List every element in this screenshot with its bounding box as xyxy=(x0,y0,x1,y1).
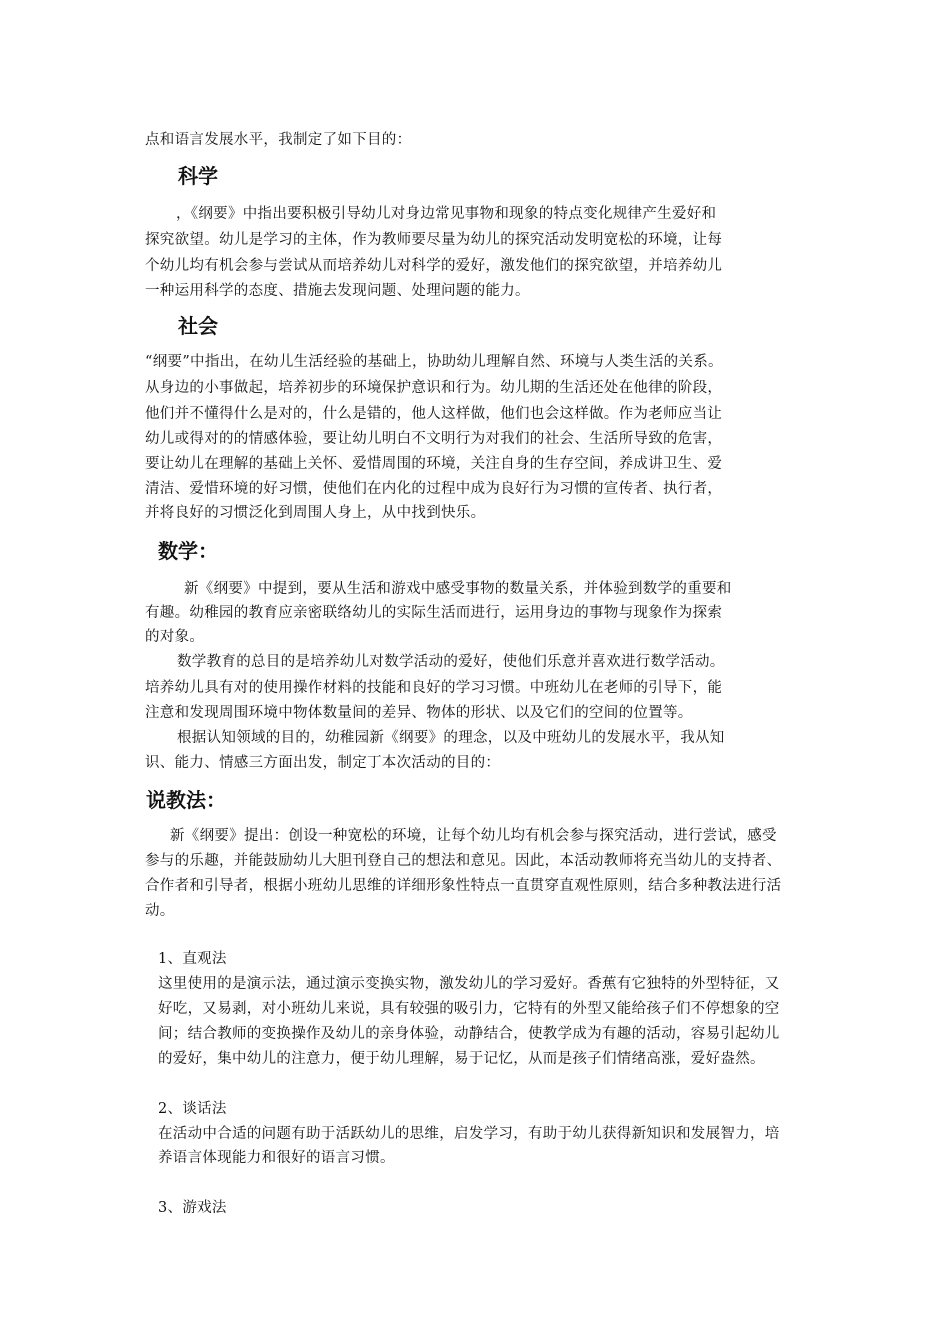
society-line: 并将良好的习惯泛化到周围人身上，从中找到快乐。 xyxy=(145,505,486,521)
math-line: 识、能力、情感三方面出发，制定丁本次活动的目的： xyxy=(145,755,501,771)
method-line: 新《纲要》提出：创设一种宽松的环境，让每个幼儿均有机会参与探究活动，进行尝试，感受 xyxy=(170,828,777,844)
science-line: 一种运用科学的态度、措施去发现问题、处理问题的能力。 xyxy=(145,283,530,299)
math-line: 有趣。幼稚园的教育应亲密联络幼儿的实际生活而进行，运用身边的事物与现象作为探索 xyxy=(145,605,723,621)
intro-line: 点和语言发展水平，我制定了如下目的： xyxy=(145,132,412,148)
method-item-line: 在活动中合适的问题有助于活跃幼儿的思维，启发学习，有助于幼儿获得新知识和发展智力，培 xyxy=(158,1126,780,1142)
society-line: 清洁、爱惜环境的好习惯，使他们在内化的过程中成为良好行为习惯的宣传者、执行者， xyxy=(145,481,723,497)
method-item-line: 的爱好，集中幼儿的注意力，便于幼儿理解，易于记忆，从而是孩子们情绪高涨，爱好盎然。 xyxy=(158,1051,765,1067)
method-heading: 说教法： xyxy=(146,788,226,812)
society-line: 幼儿或得对的的情感体验，要让幼儿明白不文明行为对我们的社会、生活所导致的危害， xyxy=(145,431,723,447)
method-item-line: 养语言体现能力和很好的语言习惯。 xyxy=(158,1150,395,1166)
math-line: 数学教育的总目的是培养幼儿对数学活动的爱好，使他们乐意并喜欢进行数学活动。 xyxy=(177,654,725,670)
society-line: 要让幼儿在理解的基础上关怀、爱惜周围的环境，关注自身的生存空间，养成讲卫生、爱 xyxy=(145,456,723,472)
math-line: 注意和发现周围环境中物体数量间的差异、物体的形状、以及它们的空间的位置等。 xyxy=(145,705,693,721)
math-line: 的对象。 xyxy=(145,629,205,645)
method-item-title: 2、谈话法 xyxy=(158,1101,227,1117)
science-line: 探究欲望。幼儿是学习的主体，作为教师要尽量为幼儿的探究活动发明宽松的环境，让每 xyxy=(145,232,723,248)
method-item-title: 1、直观法 xyxy=(158,951,227,967)
method-item-line: 这里使用的是演示法，通过演示变换实物，激发幼儿的学习爱好。香蕉有它独特的外型特征，又 xyxy=(158,976,780,992)
society-line: 他们并不懂得什么是对的，什么是错的，他人这样做，他们也会这样做。作为老师应当让 xyxy=(145,406,723,422)
method-line: 参与的乐趣，并能鼓励幼儿大胆刊登自己的想法和意见。因此，本活动教师将充当幼儿的支持者、 xyxy=(145,853,782,869)
science-heading: 科学 xyxy=(178,164,218,188)
science-line: ，《纲要》中指出要积极引导幼儿对身边常见事物和现象的特点变化规律产生爱好和 xyxy=(176,206,717,222)
society-heading: 社会 xyxy=(178,314,218,338)
math-heading: 数学： xyxy=(158,539,218,563)
method-item-line: 间；结合教师的变换操作及幼儿的亲身体验，动静结合，使教学成为有趣的活动，容易引起幼儿 xyxy=(158,1026,780,1042)
method-item-title: 3、游戏法 xyxy=(158,1200,227,1216)
society-line: 从身边的小事做起，培养初步的环境保护意识和行为。幼儿期的生活还处在他律的阶段， xyxy=(145,380,723,396)
method-item-line: 好吃，又易剥，对小班幼儿来说，具有较强的吸引力，它特有的外型又能给孩子们不停想象的空 xyxy=(158,1001,780,1017)
society-line: “纲要”中指出，在幼儿生活经验的基础上，协助幼儿理解自然、环境与人类生活的关系。 xyxy=(145,354,723,370)
math-line: 新《纲要》中提到，要从生活和游戏中感受事物的数量关系，并体验到数学的重要和 xyxy=(184,581,732,597)
math-line: 培养幼儿具有对的使用操作材料的技能和良好的学习习惯。中班幼儿在老师的引导下，能 xyxy=(145,680,723,696)
science-line: 个幼儿均有机会参与尝试从而培养幼儿对科学的爱好，激发他们的探究欲望，并培养幼儿 xyxy=(145,258,723,274)
method-line: 合作者和引导者，根据小班幼儿思维的详细形象性特点一直贯穿直观性原则，结合多种教法进行活 xyxy=(145,878,782,894)
math-line: 根据认知领域的目的，幼稚园新《纲要》的理念，以及中班幼儿的发展水平，我从知 xyxy=(177,730,725,746)
method-line: 动。 xyxy=(145,903,175,919)
